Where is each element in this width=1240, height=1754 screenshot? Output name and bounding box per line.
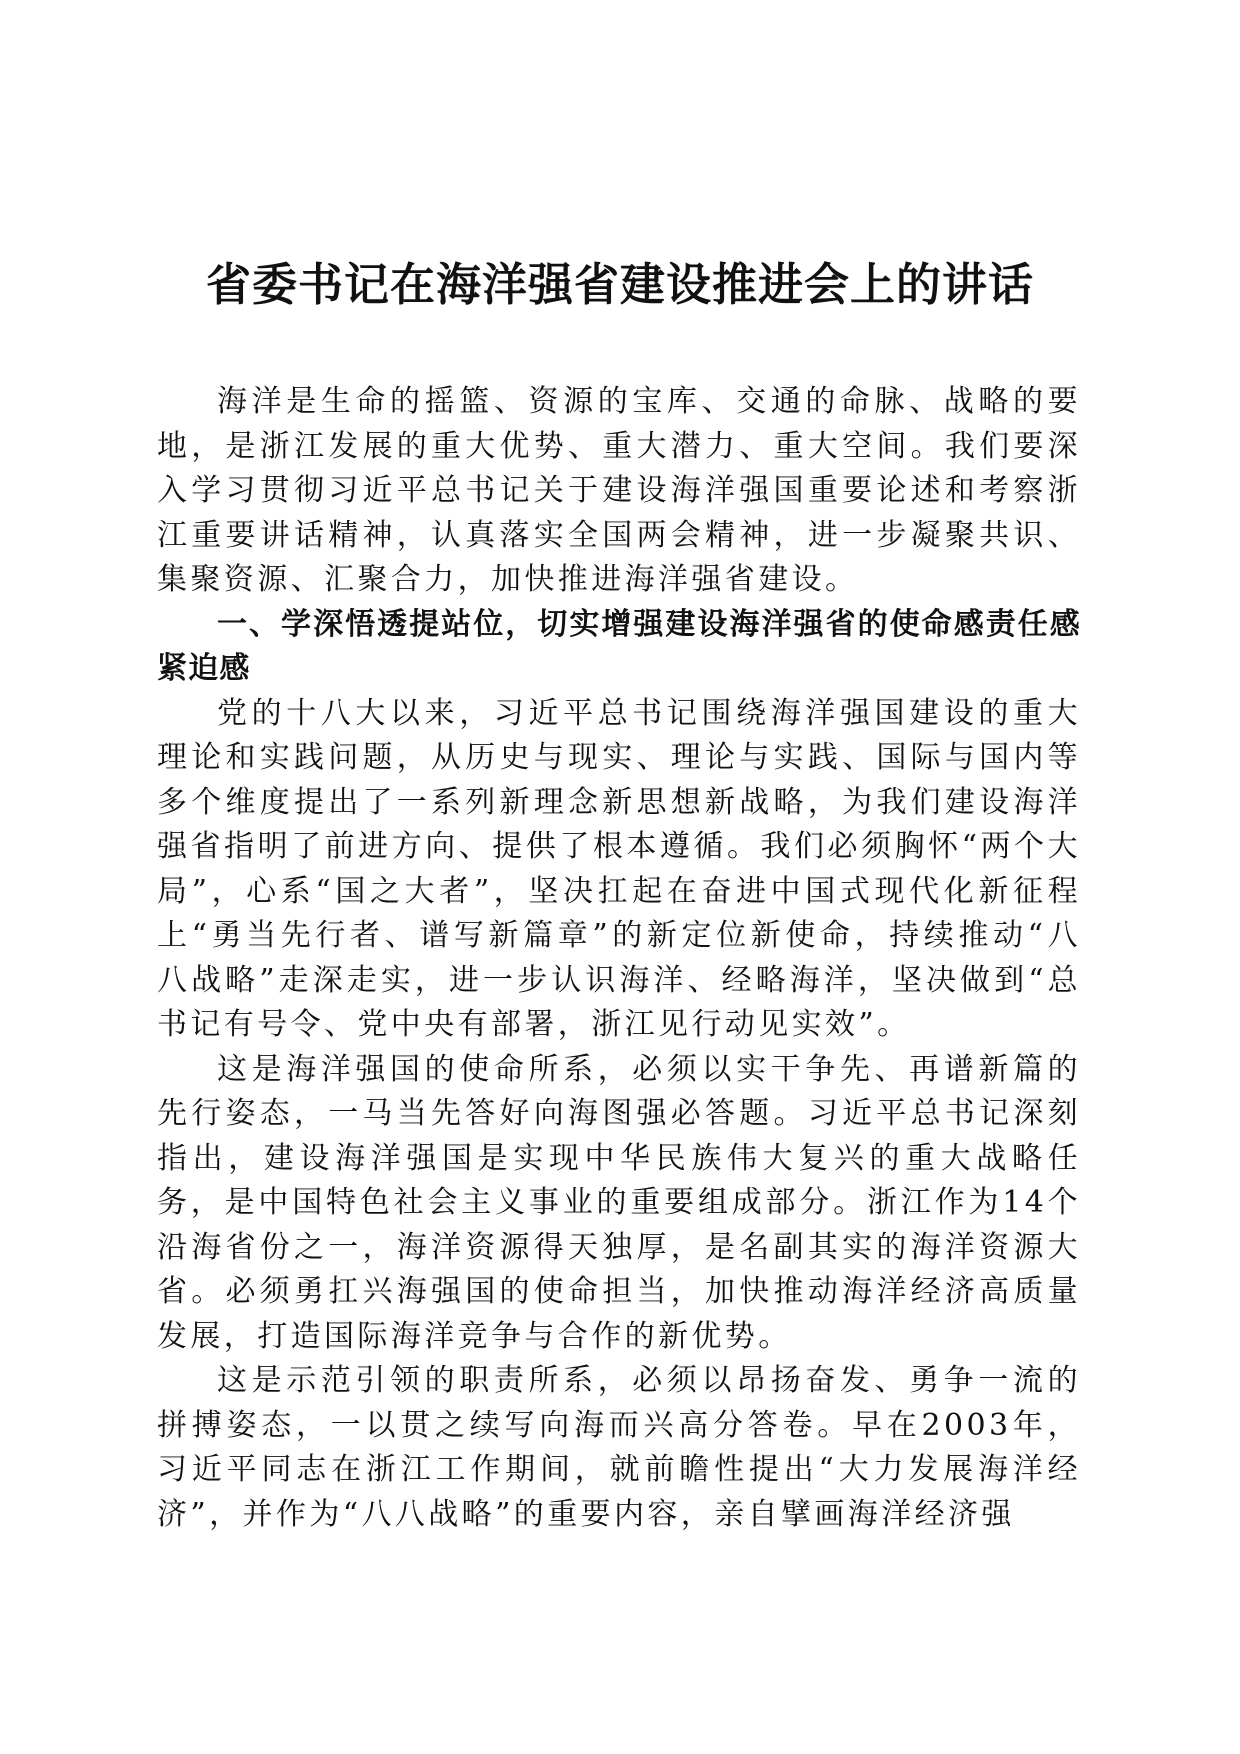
body-paragraph-2: 这是海洋强国的使命所系，必须以实干争先、再谱新篇的先行姿态，一马当先答好向海图强必答题。习近平总书记深刻指出，建设海洋强国是实现中华民族伟大复兴的重大战略任务，是中国特色社会主义事业的重要组成部分。浙江作为14个沿海省份之一，海洋资源得天独厚，是名副其实的海洋资源大省。必须勇扛兴海强国的使命担当，加快推动海洋经济高质量发展，打造国际海洋竞争与合作的新优势。 (157, 1051, 1081, 1354)
body-paragraph-1: 党的十八大以来，习近平总书记围绕海洋强国建设的重大理论和实践问题，从历史与现实、理论与实践、国际与国内等多个维度提出了一系列新理念新思想新战略，为我们建设海洋强省指明了前进方向、提供了根本遵循。我们必须胸怀“两个大局”，心系“国之大者”，坚决扛起在奋进中国式现代化新征程上“勇当先行者、谱写新篇章”的新定位新使命，持续推动“八八战略”走深走实，进一步认识海洋、经略海洋，坚决做到“总书记有号令、党中央有部署，浙江见行动见实效”。 (157, 695, 1081, 1042)
body-paragraph-3: 这是示范引领的职责所系，必须以昂扬奋发、勇争一流的拼搏姿态，一以贯之续写向海而兴高分答卷。早在2003年，习近平同志在浙江工作期间，就前瞻性提出“大力发展海洋经济”，并作为“八八战略”的重要内容，亲自擘画海洋经济强 (157, 1363, 1081, 1532)
section-heading-1: 一、学深悟透提站位，切实增强建设海洋强省的使命感责任感紧迫感 (157, 606, 1081, 686)
document-body (157, 380, 1081, 1537)
intro-paragraph: 海洋是生命的摇篮、资源的宝库、交通的命脉、战略的要地，是浙江发展的重大优势、重大潜力、重大空间。我们要深入学习贯彻习近平总书记关于建设海洋强国重要论述和考察浙江重要讲话精神，认真落实全国两会精神，进一步凝聚共识、集聚资源、汇聚合力，加快推进海洋强省建设。 (157, 384, 1081, 597)
document-title: 省委书记在海洋强省建设推进会上的讲话 (205, 258, 1034, 311)
